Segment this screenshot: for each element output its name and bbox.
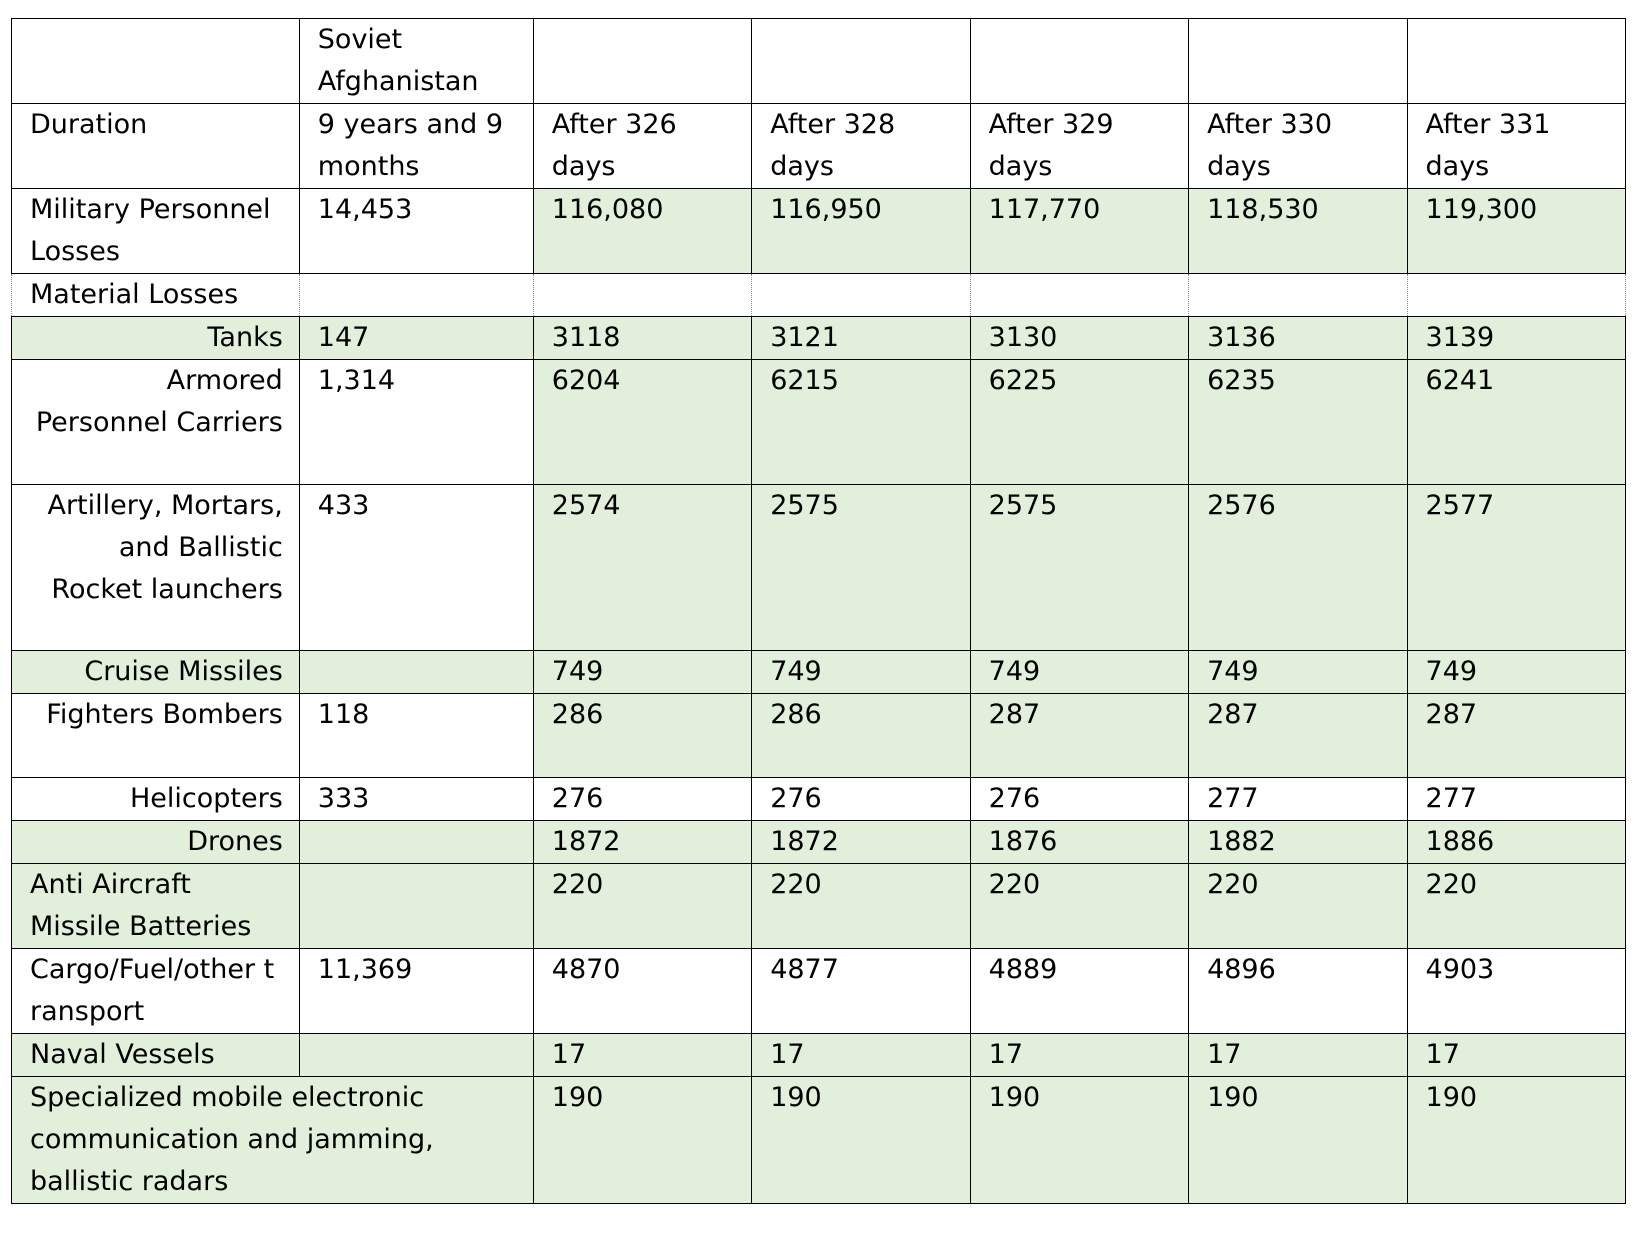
table-row [12,651,1626,694]
value-cell: 17 [1189,1034,1407,1077]
value-cell: 276 [970,778,1188,821]
value-cell: 220 [752,864,970,949]
soviet-cell: 333 [299,778,533,821]
value-cell: 2574 [533,485,751,651]
value-cell: 220 [533,864,751,949]
value-cell: 190 [1189,1077,1407,1204]
value-cell [533,274,751,317]
duration-cell: After 326 days [533,104,751,189]
losses-comparison-table [11,18,1626,1204]
value-cell: 749 [1407,651,1625,694]
header-cell [533,19,751,104]
value-cell: 220 [1407,864,1625,949]
header-cell-soviet: Soviet Afghanistan [299,19,533,104]
value-cell: 3121 [752,317,970,360]
header-row-top [12,19,1626,104]
value-cell: 220 [1189,864,1407,949]
table-row [12,821,1626,864]
value-cell: 287 [970,694,1188,778]
value-cell: 17 [970,1034,1188,1077]
duration-cell: After 328 days [752,104,970,189]
value-cell: 1872 [752,821,970,864]
header-cell [1189,19,1407,104]
value-cell: 1886 [1407,821,1625,864]
value-cell: 17 [533,1034,751,1077]
value-cell: 4903 [1407,949,1625,1034]
value-cell [1189,274,1407,317]
duration-cell: After 330 days [1189,104,1407,189]
value-cell: 220 [970,864,1188,949]
duration-cell: After 329 days [970,104,1188,189]
value-cell: 749 [970,651,1188,694]
value-cell: 2575 [970,485,1188,651]
value-cell: 749 [533,651,751,694]
row-label: Armored Personnel Carriers [12,360,300,485]
value-cell: 286 [533,694,751,778]
row-label: Artillery, Mortars, and Ballistic Rocket launchers [12,485,300,651]
duration-label: Duration [12,104,300,189]
soviet-cell [299,864,533,949]
table-row [12,189,1626,274]
value-cell: 116,080 [533,189,751,274]
soviet-cell: 1,314 [299,360,533,485]
section-label: Material Losses [12,274,300,317]
value-cell: 117,770 [970,189,1188,274]
value-cell: 6225 [970,360,1188,485]
table-row [12,1077,1626,1204]
header-cell [1407,19,1625,104]
soviet-cell: 433 [299,485,533,651]
value-cell: 276 [752,778,970,821]
value-cell [970,274,1188,317]
value-cell: 6235 [1189,360,1407,485]
row-label: Anti Aircraft Missile Batteries [12,864,300,949]
section-row-material [12,274,1626,317]
soviet-cell: 14,453 [299,189,533,274]
header-cell [12,19,300,104]
value-cell: 749 [1189,651,1407,694]
value-cell [1407,274,1625,317]
value-cell: 276 [533,778,751,821]
value-cell: 277 [1189,778,1407,821]
value-cell: 4870 [533,949,751,1034]
row-label: Military Personnel Losses [12,189,300,274]
value-cell: 1882 [1189,821,1407,864]
value-cell: 4896 [1189,949,1407,1034]
duration-cell: 9 years and 9 months [299,104,533,189]
soviet-cell: 147 [299,317,533,360]
table-row [12,949,1626,1034]
header-row-duration [12,104,1626,189]
header-cell [970,19,1188,104]
duration-cell: After 331 days [1407,104,1625,189]
soviet-cell [299,651,533,694]
table-row [12,485,1626,651]
header-cell [752,19,970,104]
value-cell: 6204 [533,360,751,485]
soviet-cell [299,274,533,317]
value-cell: 749 [752,651,970,694]
value-cell: 2576 [1189,485,1407,651]
row-label: Cruise Missiles [12,651,300,694]
value-cell: 190 [970,1077,1188,1204]
row-label: Cargo/Fuel/other transport [12,949,300,1034]
value-cell [752,274,970,317]
value-cell: 17 [1407,1034,1625,1077]
value-cell: 190 [1407,1077,1625,1204]
value-cell: 287 [1189,694,1407,778]
row-label: Naval Vessels [12,1034,300,1077]
row-label: Tanks [12,317,300,360]
row-label: Helicopters [12,778,300,821]
value-cell: 4889 [970,949,1188,1034]
value-cell: 119,300 [1407,189,1625,274]
table-row [12,864,1626,949]
value-cell: 3136 [1189,317,1407,360]
row-label: Specialized mobile electronic communication and jamming, ballistic radars [12,1077,534,1204]
value-cell: 118,530 [1189,189,1407,274]
value-cell: 1876 [970,821,1188,864]
value-cell: 2577 [1407,485,1625,651]
value-cell: 116,950 [752,189,970,274]
table-row [12,694,1626,778]
value-cell: 17 [752,1034,970,1077]
value-cell: 3118 [533,317,751,360]
table-row [12,1034,1626,1077]
soviet-cell: 11,369 [299,949,533,1034]
soviet-cell [299,821,533,864]
value-cell: 3130 [970,317,1188,360]
table-row [12,360,1626,485]
value-cell: 287 [1407,694,1625,778]
row-label: Drones [12,821,300,864]
table-row [12,778,1626,821]
value-cell: 6241 [1407,360,1625,485]
soviet-cell: 118 [299,694,533,778]
table-row [12,317,1626,360]
value-cell: 3139 [1407,317,1625,360]
row-label: Fighters Bombers [12,694,300,778]
soviet-cell [299,1034,533,1077]
value-cell: 286 [752,694,970,778]
value-cell: 4877 [752,949,970,1034]
value-cell: 277 [1407,778,1625,821]
value-cell: 190 [752,1077,970,1204]
value-cell: 1872 [533,821,751,864]
value-cell: 6215 [752,360,970,485]
value-cell: 190 [533,1077,751,1204]
value-cell: 2575 [752,485,970,651]
